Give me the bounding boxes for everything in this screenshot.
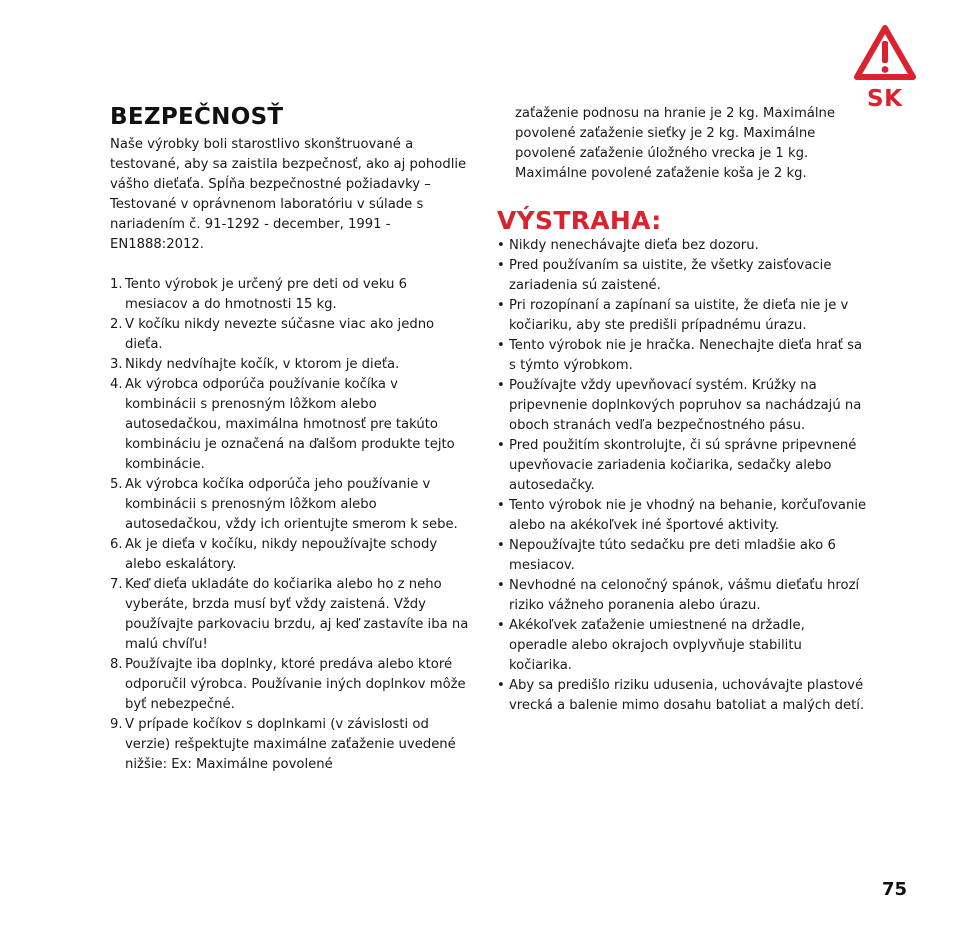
- list-item: 5. Ak výrobca kočíka odporúča jeho používanie v kombinácii s prenosným lôžkom alebo autosedačkou, vždy ich orientujte smerom k sebe.: [110, 477, 458, 532]
- list-item: • Nevhodné na celonočný spánok, vášmu dieťaťu hrozí riziko vážneho poranenia alebo úrazu.: [497, 578, 860, 613]
- warning-triangle-icon: [853, 24, 917, 82]
- list-item: 8. Používajte iba doplnky, ktoré predáva alebo ktoré odporučil výrobca. Používanie iných doplnkov môže byť nebezpečné.: [110, 657, 466, 712]
- warning-title: VÝSTRAHA:: [497, 206, 662, 235]
- list-item: • Používajte vždy upevňovací systém. Krúžky na pripevnenie doplnkových popruhov sa nachádzajú na oboch stranách vedľa bezpečnostného pásu.: [497, 378, 862, 433]
- list-item: • Nikdy nenechávajte dieťa bez dozoru.: [497, 238, 759, 253]
- list-item: 3. Nikdy nedvíhajte kočík, v ktorom je dieťa.: [110, 357, 400, 372]
- safety-list: [110, 275, 470, 775]
- list-item: • Nepoužívajte túto sedačku pre deti mladšie ako 6 mesiacov.: [497, 538, 836, 573]
- list-item: • Akékoľvek zaťaženie umiestnené na držadle, operadle alebo okrajoch ovplyvňuje stabilitu kočiarika.: [497, 618, 805, 673]
- list-item: • Tento výrobok nie je hračka. Nenechajte dieťa hrať sa s týmto výrobkom.: [497, 338, 863, 373]
- list-item: • Pred používaním sa uistite, že všetky zaisťovacie zariadenia sú zaistené.: [497, 258, 832, 293]
- safety-item-9-continued: zaťaženie podnosu na hranie je 2 kg. Maximálne povolené zaťaženie sieťky je 2 kg. Maximálne povolené zaťaženie úložného vrecka je 1 kg. Maximálne povolené zaťaženie koša je 2 kg.: [515, 106, 836, 181]
- list-item: 9. V prípade kočíkov s doplnkami (v závislosti od verzie) rešpektujte maximálne zaťaženie uvedené nižšie: Ex: Maximálne povolené: [110, 717, 456, 772]
- list-item: • Tento výrobok nie je vhodný na behanie, korčuľovanie alebo na akékoľvek iné športové aktivity.: [497, 498, 867, 533]
- page-number: 75: [882, 879, 908, 900]
- list-item: 2. V kočíku nikdy nevezte súčasne viac ako jedno dieťa.: [110, 317, 435, 352]
- list-item: • Pri rozopínaní a zapínaní sa uistite, že dieťa nie je v kočiariku, aby ste predišli prípadnému úrazu.: [497, 298, 849, 333]
- list-item: • Aby sa predišlo riziku udusenia, uchovávajte plastové vrecká a balenie mimo dosahu batoliat a malých detí.: [497, 678, 865, 713]
- list-item: 4. Ak výrobca odporúča používanie kočíka v kombinácii s prenosným lôžkom alebo autosedačkou, maximálna hmotnosť pre takúto kombináciu je označená na ďalšom produkte tejto kombinácie.: [110, 377, 455, 472]
- list-item: 1. Tento výrobok je určený pre deti od veku 6 mesiacov a do hmotnosti 15 kg.: [110, 277, 408, 312]
- list-item: 7. Keď dieťa ukladáte do kočiarika alebo ho z neho vyberáte, brzda musí byť vždy zaistená. Vždy používajte parkovaciu brzdu, aj keď zastavíte iba na malú chvíľu!: [110, 577, 469, 652]
- warning-list: [497, 236, 867, 716]
- safety-title: BEZPEČNOSŤ: [110, 104, 284, 130]
- warning-section: [497, 104, 867, 716]
- list-item: 6. Ak je dieťa v kočíku, nikdy nepoužívajte schody alebo eskalátory.: [110, 537, 438, 572]
- list-item: • Pred použitím skontrolujte, či sú správne pripevnené upevňovacie zariadenia kočiarika, sedačky alebo autosedačky.: [497, 438, 857, 493]
- safety-section: [110, 104, 470, 775]
- language-badge: SK: [867, 86, 903, 112]
- safety-intro: Naše výrobky boli starostlivo skonštruované a testované, aby sa zaistila bezpečnosť, ako aj pohodlie vášho dieťaťa. Spĺňa bezpečnostné požiadavky – Testované v oprávnenom laboratóriu v súlade s nariadením č. 91-1292 - december, 1991 - EN1888:2012.: [110, 137, 467, 252]
